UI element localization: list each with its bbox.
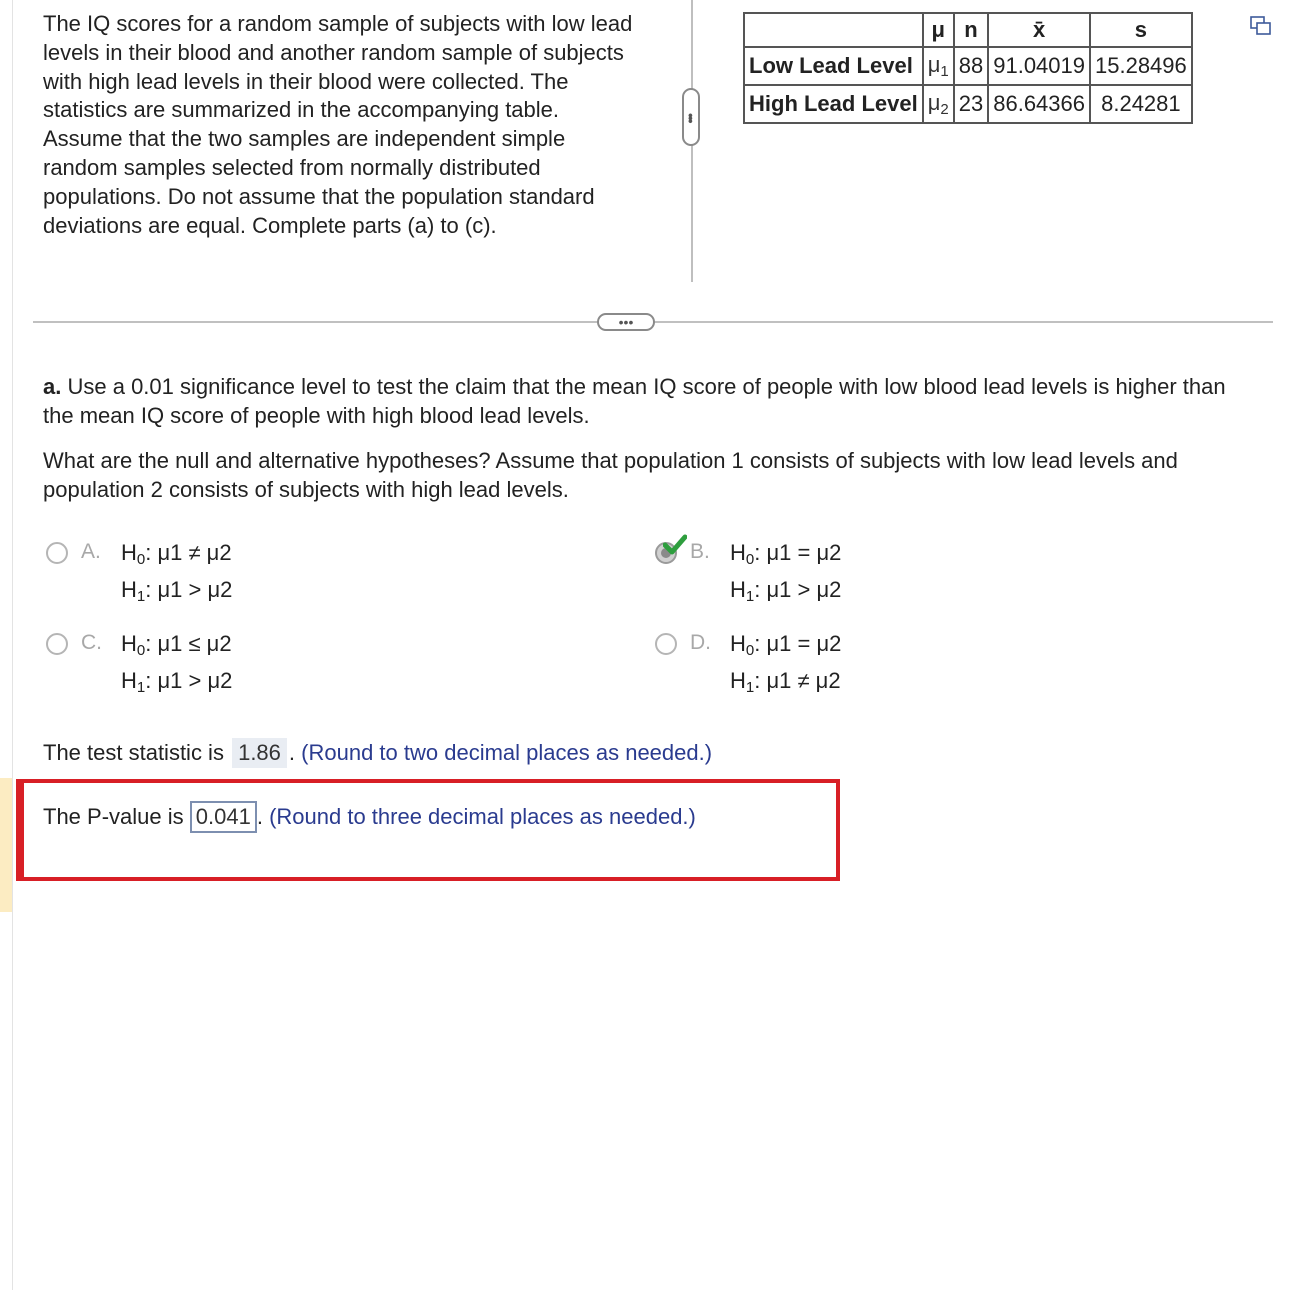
row-mu: $\mu_2$ xyxy=(923,85,954,123)
row-s: 15.28496 xyxy=(1090,47,1192,85)
row-xbar: 91.04019 xyxy=(988,47,1090,85)
null-hypothesis-expression: μ1 ≠ μ2 xyxy=(157,540,232,565)
test-statistic-hint: (Round to two decimal places as needed.) xyxy=(301,740,713,765)
table-header-blank xyxy=(744,13,923,47)
row-xbar: 86.64366 xyxy=(988,85,1090,123)
option-letter: A. xyxy=(81,540,101,563)
alternative-hypothesis: $H_1$: μ1 > μ2 xyxy=(121,577,233,605)
part-a-question xyxy=(43,372,1258,430)
alternative-hypothesis-expression: μ1 > μ2 xyxy=(157,668,233,693)
table-header-xbar: x̄ xyxy=(988,13,1090,47)
row-n: 88 xyxy=(954,47,988,85)
option-letter: B. xyxy=(690,540,710,563)
null-hypothesis: $H_0$: μ1 = μ2 xyxy=(730,540,842,568)
row-s: 8.24281 xyxy=(1090,85,1192,123)
active-indicator-strip xyxy=(0,778,12,912)
test-statistic-period: . xyxy=(288,740,296,765)
problem-statement: The IQ scores for a random sample of subjects with low lead levels in their blood and another random sample of subjects with high lead levels in their blood were collected. The statistics are summarized in the accompanying table. Assume that the two samples are independent simple random samples selected from normally distributed populations. Do not assume that the population standard deviations are equal. Complete parts (a) to (c). xyxy=(43,11,633,238)
null-hypothesis: $H_0$: μ1 ≤ μ2 xyxy=(121,631,232,659)
alternative-hypothesis-expression: μ1 > μ2 xyxy=(766,577,842,602)
table-row xyxy=(744,47,1192,85)
table-header-mu: μ xyxy=(923,13,954,47)
null-hypothesis-expression: μ1 = μ2 xyxy=(766,631,842,656)
null-hypothesis-expression: μ1 = μ2 xyxy=(766,540,842,565)
null-hypothesis-expression: μ1 ≤ μ2 xyxy=(157,631,232,656)
p-value-period: . xyxy=(256,804,263,829)
test-statistic-label: The test statistic is xyxy=(43,740,224,765)
radio-button[interactable] xyxy=(46,542,68,564)
p-value-hint: (Round to three decimal places as needed.) xyxy=(269,804,696,829)
table-row xyxy=(744,85,1192,123)
alternative-hypothesis: $H_1$: μ1 > μ2 xyxy=(121,668,233,696)
row-mu: $\mu_1$ xyxy=(923,47,954,85)
left-border xyxy=(12,0,13,1290)
test-statistic-line xyxy=(43,738,712,768)
null-hypothesis: $H_0$: μ1 ≠ μ2 xyxy=(121,540,232,568)
statistics-table xyxy=(743,12,1193,124)
table-header-n: n xyxy=(954,13,988,47)
copy-icon[interactable] xyxy=(1250,16,1272,36)
p-value-label: The P-value is xyxy=(43,804,184,829)
row-label: Low Lead Level xyxy=(744,47,923,85)
radio-button[interactable] xyxy=(655,633,677,655)
vertical-resize-handle[interactable]: ••• xyxy=(682,88,700,146)
part-label: a. xyxy=(43,374,62,399)
table-header-s: s xyxy=(1090,13,1192,47)
option-letter: D. xyxy=(690,631,711,654)
alternative-hypothesis: $H_1$: μ1 ≠ μ2 xyxy=(730,668,841,696)
alternative-hypothesis: $H_1$: μ1 > μ2 xyxy=(730,577,842,605)
row-n: 23 xyxy=(954,85,988,123)
row-label: High Lead Level xyxy=(744,85,923,123)
alternative-hypothesis-expression: μ1 ≠ μ2 xyxy=(766,668,841,693)
checkmark-icon xyxy=(663,534,687,556)
p-value-input[interactable]: 0.041 xyxy=(190,801,257,833)
alternative-hypothesis-expression: μ1 > μ2 xyxy=(157,577,233,602)
option-letter: C. xyxy=(81,631,102,654)
p-value-line xyxy=(43,801,696,833)
horizontal-resize-handle[interactable]: ••• xyxy=(597,313,655,331)
null-hypothesis: $H_0$: μ1 = μ2 xyxy=(730,631,842,659)
part-text: Use a 0.01 significance level to test the claim that the mean IQ score of people with low blood lead levels is higher than the mean IQ score of people with high blood lead levels. xyxy=(43,374,1226,428)
table-header-row xyxy=(744,13,1192,47)
radio-button[interactable] xyxy=(46,633,68,655)
hypothesis-prompt: What are the null and alternative hypotheses? Assume that population 1 consists of subjects with low lead levels and population 2 consists of subjects with high lead levels. xyxy=(43,448,1178,502)
test-statistic-answer[interactable]: 1.86 xyxy=(232,738,287,768)
